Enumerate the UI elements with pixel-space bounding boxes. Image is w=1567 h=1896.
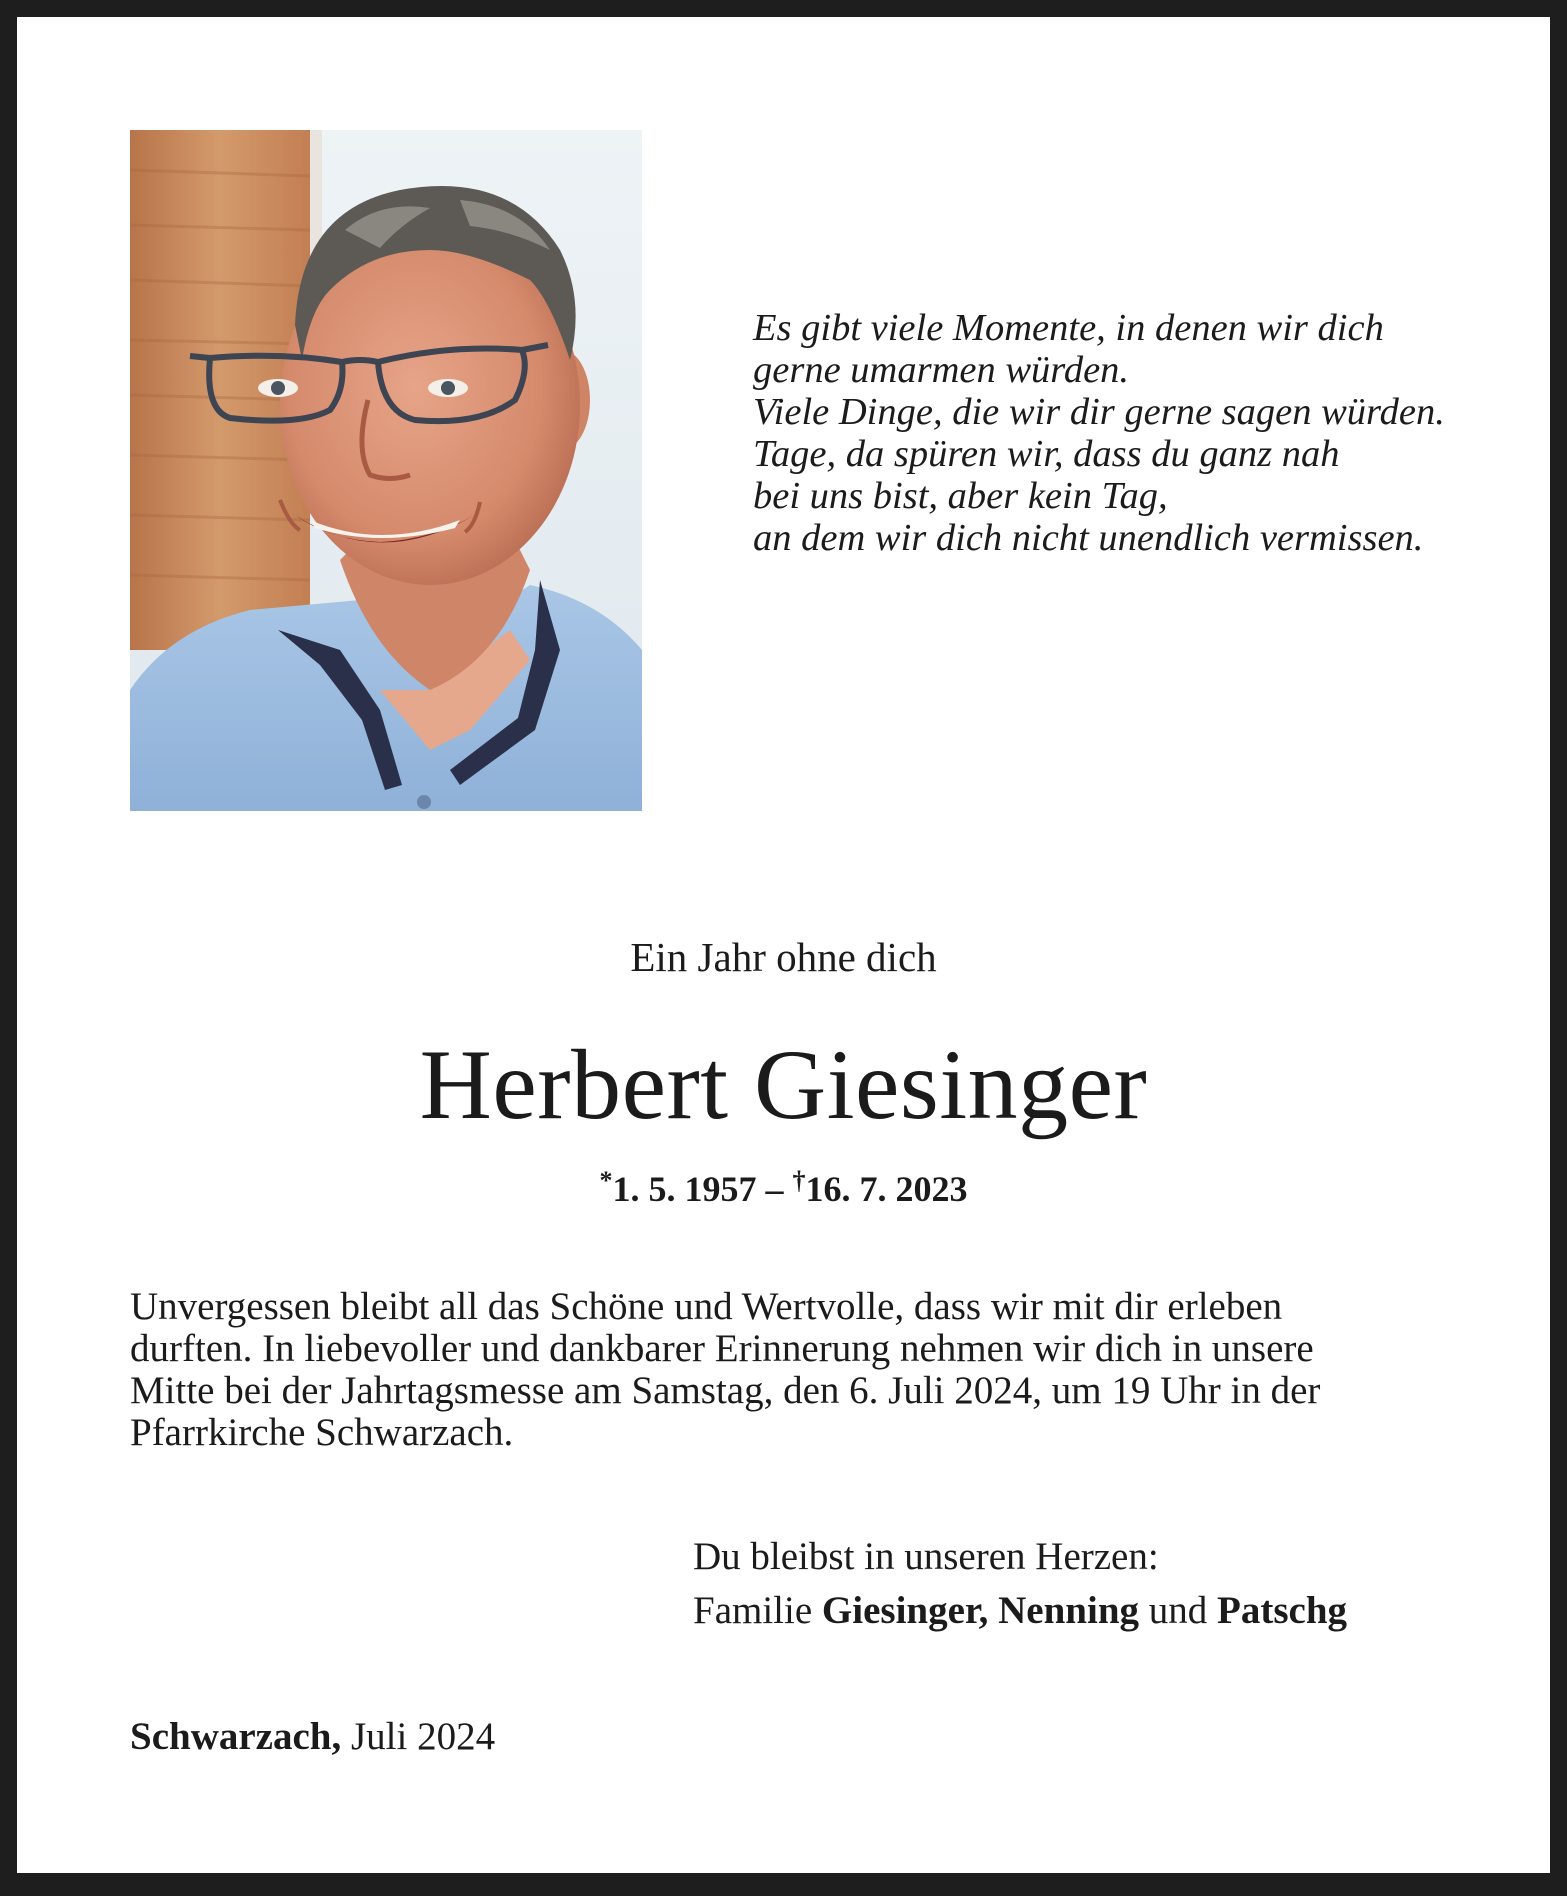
memorial-text-line: Mitte bei der Jahrtagsmesse am Samstag, den 6. Juli 2024, um 19 Uhr in der <box>130 1369 1321 1412</box>
family-names: Giesinger, Nenning <box>821 1589 1140 1632</box>
family-prefix: Familie <box>693 1589 822 1632</box>
death-date: 16. 7. 2023 <box>805 1169 968 1209</box>
poem-line: an dem wir dich nicht unendlich vermissen. <box>753 517 1424 559</box>
place-date <box>130 1712 495 1762</box>
poem-line: Es gibt viele Momente, in denen wir dich <box>753 307 1384 349</box>
date: Juli 2024 <box>341 1715 496 1758</box>
closing-signature <box>693 1530 1493 1638</box>
memorial-text <box>130 1286 1450 1454</box>
subtitle: Ein Jahr ohne dich <box>630 934 937 980</box>
family-connector: und <box>1139 1589 1218 1632</box>
memorial-text-line: Unvergessen bleibt all das Schöne und Wertvolle, dass wir mit dir erleben <box>130 1285 1283 1328</box>
birth-symbol: * <box>599 1166 613 1195</box>
family-line <box>693 1584 1493 1638</box>
death-symbol: † <box>792 1166 806 1195</box>
birth-date: 1. 5. 1957 <box>612 1169 757 1209</box>
portrait-photo-icon <box>130 130 642 811</box>
poem-line: Viele Dinge, die wir dir gerne sagen würden. <box>753 391 1445 433</box>
deceased-name: Herbert Giesinger <box>419 1029 1148 1140</box>
closing-line: Du bleibst in unseren Herzen: <box>693 1535 1159 1578</box>
memorial-text-line: durften. In liebevoller und dankbarer Erinnerung nehmen wir dich in unsere <box>130 1327 1314 1370</box>
poem-line: gerne umarmen würden. <box>753 349 1130 391</box>
family-name-last: Patschg <box>1217 1589 1348 1632</box>
place: Schwarzach, <box>130 1715 342 1758</box>
date-separator: – <box>756 1169 793 1209</box>
life-dates <box>0 1158 1567 1212</box>
poem-line: bei uns bist, aber kein Tag, <box>753 475 1168 517</box>
portrait-photo <box>130 130 642 811</box>
poem <box>753 307 1513 559</box>
poem-line: Tage, da spüren wir, dass du ganz nah <box>753 433 1340 475</box>
memorial-text-line: Pfarrkirche Schwarzach. <box>130 1411 514 1454</box>
